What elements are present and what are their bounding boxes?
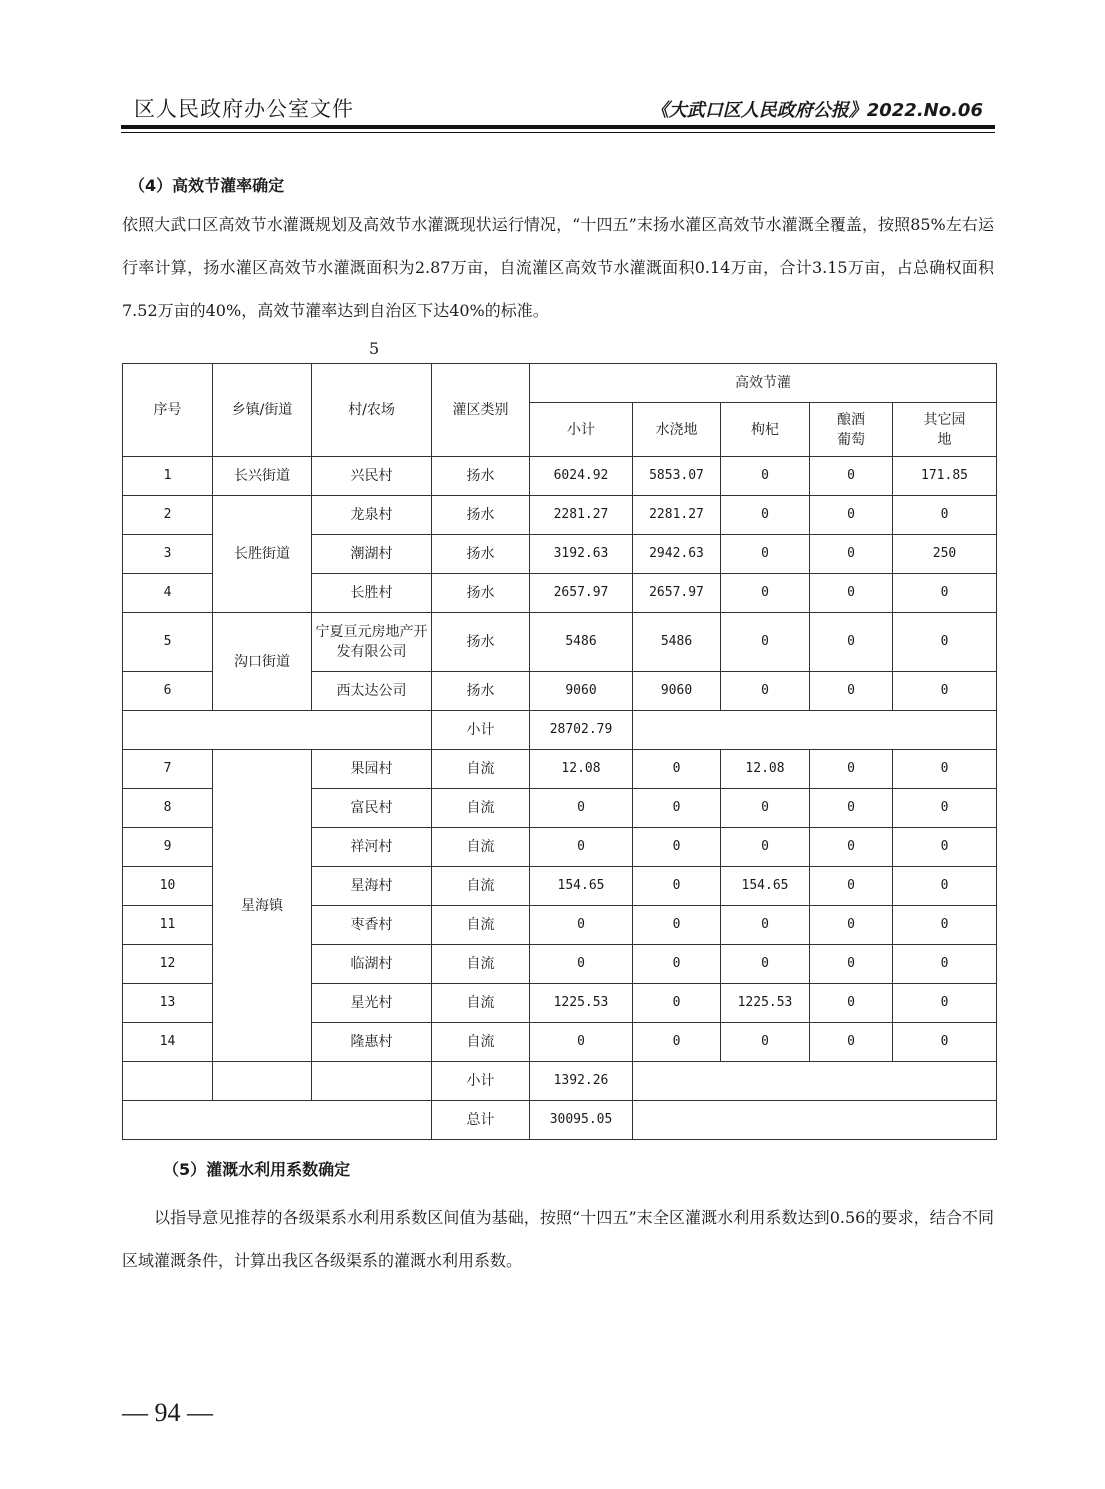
cell-goji: 0 (721, 906, 810, 945)
cell-type: 扬水 (432, 613, 530, 672)
cell-other: 250 (893, 535, 997, 574)
cell-other: 0 (893, 496, 997, 535)
section4-title: （4）高效节灌率确定 (129, 176, 285, 195)
header-town: 乡镇/街道 (213, 364, 312, 457)
cell-village: 星光村 (312, 984, 432, 1023)
cell-village: 祥河村 (312, 828, 432, 867)
cell-seq: 11 (123, 906, 213, 945)
cell-grape: 0 (810, 613, 893, 672)
total-row (123, 1101, 997, 1140)
total-label: 总计 (432, 1101, 530, 1140)
cell-village: 长胜村 (312, 574, 432, 613)
header-village: 村/农场 (312, 364, 432, 457)
section4-paragraph: 依照大武口区高效节水灌溉规划及高效节水灌溉现状运行情况，“十四五”末扬水灌区高效节水灌溉全覆盖，按照85%左右运行率计算，扬水灌区高效节水灌溉面积为2.87万亩，自流灌区高效节水灌溉面积0.14万亩，合计3.15万亩，占总确权面积7.52万亩的40%，高效节灌率达到自治区下达40%的标准。 (122, 215, 994, 320)
cell-type: 扬水 (432, 535, 530, 574)
cell-type: 自流 (432, 867, 530, 906)
cell-village: 西太达公司 (312, 672, 432, 711)
cell-goji: 0 (721, 535, 810, 574)
cell-type: 自流 (432, 906, 530, 945)
header-other: 其它园地 (893, 403, 997, 457)
cell-seq: 8 (123, 789, 213, 828)
cell-subtotal: 0 (530, 789, 633, 828)
cell-seq: 5 (123, 613, 213, 672)
cell-water: 5486 (633, 613, 721, 672)
cell-grape: 0 (810, 789, 893, 828)
cell-village: 宁夏亘元房地产开发有限公司 (312, 613, 432, 672)
cell-grape: 0 (810, 867, 893, 906)
cell-seq: 12 (123, 945, 213, 984)
table-number: 5 (369, 339, 380, 358)
cell-village: 星海村 (312, 867, 432, 906)
cell-town: 长兴街道 (213, 457, 312, 496)
cell-other: 0 (893, 750, 997, 789)
cell-water: 2281.27 (633, 496, 721, 535)
cell-goji: 0 (721, 613, 810, 672)
cell-subtotal: 0 (530, 1023, 633, 1062)
cell-goji: 12.08 (721, 750, 810, 789)
blank-cell (633, 711, 997, 750)
cell-seq: 2 (123, 496, 213, 535)
header-rule-thin (121, 132, 995, 133)
header-goji: 枸杞 (721, 403, 810, 457)
table-row (123, 496, 997, 535)
cell-type: 自流 (432, 984, 530, 1023)
blank-cell (633, 1062, 997, 1101)
cell-grape: 0 (810, 457, 893, 496)
cell-subtotal: 0 (530, 828, 633, 867)
header-type: 灌区类别 (432, 364, 530, 457)
cell-grape: 0 (810, 574, 893, 613)
cell-water: 0 (633, 1023, 721, 1062)
cell-subtotal: 154.65 (530, 867, 633, 906)
cell-village: 隆惠村 (312, 1023, 432, 1062)
cell-goji: 0 (721, 789, 810, 828)
cell-goji: 0 (721, 945, 810, 984)
blank-cell (123, 711, 432, 750)
cell-town: 长胜街道 (213, 496, 312, 613)
cell-water: 0 (633, 906, 721, 945)
cell-seq: 4 (123, 574, 213, 613)
header-seq: 序号 (123, 364, 213, 457)
header-left-title: 区人民政府办公室文件 (134, 97, 354, 121)
cell-subtotal: 2281.27 (530, 496, 633, 535)
blank-cell (633, 1101, 997, 1140)
cell-subtotal: 12.08 (530, 750, 633, 789)
section5-title: （5）灌溉水利用系数确定 (163, 1160, 351, 1179)
cell-village: 兴民村 (312, 457, 432, 496)
cell-water: 0 (633, 750, 721, 789)
cell-village: 枣香村 (312, 906, 432, 945)
irrigation-table (122, 363, 997, 1140)
cell-grape: 0 (810, 984, 893, 1023)
table-row (123, 750, 997, 789)
cell-subtotal: 0 (530, 906, 633, 945)
cell-type: 自流 (432, 1023, 530, 1062)
cell-seq: 13 (123, 984, 213, 1023)
cell-subtotal: 3192.63 (530, 535, 633, 574)
table-row (123, 457, 997, 496)
cell-village: 果园村 (312, 750, 432, 789)
cell-seq: 9 (123, 828, 213, 867)
blank-cell (213, 1062, 312, 1101)
cell-type: 自流 (432, 828, 530, 867)
cell-subtotal: 2657.97 (530, 574, 633, 613)
cell-type: 扬水 (432, 457, 530, 496)
cell-water: 0 (633, 789, 721, 828)
section5-paragraph: 以指导意见推荐的各级渠系水利用系数区间值为基础，按照“十四五”末全区灌溉水利用系数达到0.56的要求，结合不同区域灌溉条件，计算出我区各级渠系的灌溉水利用系数。 (122, 1208, 994, 1270)
cell-grape: 0 (810, 672, 893, 711)
cell-goji: 154.65 (721, 867, 810, 906)
page-number: — 94 — (122, 1398, 213, 1427)
cell-other: 0 (893, 945, 997, 984)
cell-subtotal: 1225.53 (530, 984, 633, 1023)
cell-goji: 1225.53 (721, 984, 810, 1023)
cell-seq: 6 (123, 672, 213, 711)
cell-other: 0 (893, 789, 997, 828)
subtotal-label: 小计 (432, 1062, 530, 1101)
cell-type: 自流 (432, 750, 530, 789)
cell-other: 0 (893, 672, 997, 711)
cell-type: 自流 (432, 789, 530, 828)
cell-type: 自流 (432, 945, 530, 984)
cell-water: 9060 (633, 672, 721, 711)
cell-grape: 0 (810, 906, 893, 945)
subtotal-label: 小计 (432, 711, 530, 750)
header-water: 水浇地 (633, 403, 721, 457)
subtotal-row-lift (123, 711, 997, 750)
cell-village: 龙泉村 (312, 496, 432, 535)
cell-type: 扬水 (432, 574, 530, 613)
header-subtotal: 小计 (530, 403, 633, 457)
header-right-title: 《大武口区人民政府公报》2022.No.06 (650, 100, 983, 121)
cell-other: 0 (893, 613, 997, 672)
cell-type: 扬水 (432, 672, 530, 711)
cell-subtotal: 5486 (530, 613, 633, 672)
cell-goji: 0 (721, 457, 810, 496)
subtotal-row-gravity (123, 1062, 997, 1101)
cell-goji: 0 (721, 574, 810, 613)
cell-other: 171.85 (893, 457, 997, 496)
cell-town: 星海镇 (213, 750, 312, 1062)
cell-seq: 7 (123, 750, 213, 789)
cell-grape: 0 (810, 945, 893, 984)
table-row (123, 613, 997, 672)
total-value: 30095.05 (530, 1101, 633, 1140)
cell-other: 0 (893, 906, 997, 945)
header-rule-thick (121, 125, 995, 129)
cell-other: 0 (893, 574, 997, 613)
header-group: 高效节灌 (530, 364, 997, 403)
cell-water: 0 (633, 867, 721, 906)
cell-water: 0 (633, 828, 721, 867)
cell-other: 0 (893, 1023, 997, 1062)
cell-village: 富民村 (312, 789, 432, 828)
cell-water: 0 (633, 984, 721, 1023)
subtotal-value: 28702.79 (530, 711, 633, 750)
cell-grape: 0 (810, 1023, 893, 1062)
blank-cell (123, 1101, 432, 1140)
cell-other: 0 (893, 867, 997, 906)
subtotal-value: 1392.26 (530, 1062, 633, 1101)
cell-seq: 10 (123, 867, 213, 906)
cell-goji: 0 (721, 828, 810, 867)
cell-grape: 0 (810, 828, 893, 867)
cell-water: 5853.07 (633, 457, 721, 496)
cell-subtotal: 0 (530, 945, 633, 984)
cell-seq: 14 (123, 1023, 213, 1062)
cell-goji: 0 (721, 496, 810, 535)
cell-grape: 0 (810, 535, 893, 574)
header-grape: 酿酒葡萄 (810, 403, 893, 457)
cell-other: 0 (893, 984, 997, 1023)
cell-seq: 3 (123, 535, 213, 574)
cell-town: 沟口街道 (213, 613, 312, 711)
cell-subtotal: 6024.92 (530, 457, 633, 496)
cell-other: 0 (893, 828, 997, 867)
cell-water: 2657.97 (633, 574, 721, 613)
cell-grape: 0 (810, 750, 893, 789)
cell-water: 0 (633, 945, 721, 984)
blank-cell (123, 1062, 213, 1101)
cell-grape: 0 (810, 496, 893, 535)
cell-village: 临湖村 (312, 945, 432, 984)
cell-village: 潮湖村 (312, 535, 432, 574)
cell-subtotal: 9060 (530, 672, 633, 711)
cell-water: 2942.63 (633, 535, 721, 574)
blank-cell (312, 1062, 432, 1101)
cell-goji: 0 (721, 672, 810, 711)
cell-goji: 0 (721, 1023, 810, 1062)
cell-type: 扬水 (432, 496, 530, 535)
cell-seq: 1 (123, 457, 213, 496)
